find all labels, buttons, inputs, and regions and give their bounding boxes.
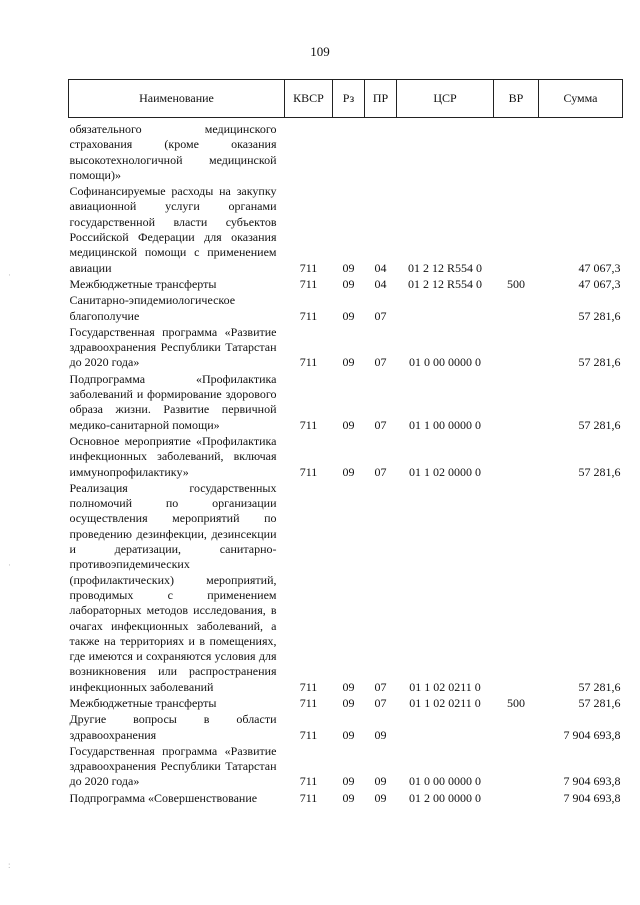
row-rz: 09 [342, 774, 355, 789]
row-csr: 01 1 00 0000 0 [409, 417, 481, 432]
table-row [69, 695, 623, 711]
scan-edge-mark: · [8, 270, 11, 280]
row-vr [494, 433, 539, 480]
row-rz: 09 [342, 355, 355, 370]
row-pr: 04 [374, 260, 387, 275]
row-csr: 01 1 02 0000 0 [409, 464, 481, 479]
row-name: Другие вопросы в области здравоохранения [69, 712, 277, 742]
row-pr: 04 [374, 276, 387, 291]
row-kvsr [285, 118, 333, 184]
row-csr: 01 2 00 0000 0 [409, 790, 481, 805]
row-name: Межбюджетные трансферты [69, 276, 217, 291]
row-rz: 09 [342, 727, 355, 742]
row-name: Межбюджетные трансферты [69, 695, 217, 710]
row-kvsr: 711 [299, 790, 318, 805]
row-kvsr: 711 [299, 679, 318, 694]
row-pr: 07 [374, 355, 387, 370]
row-pr [365, 118, 397, 184]
table-row [69, 790, 623, 806]
header-pr: ПР [365, 80, 397, 118]
row-rz: 09 [342, 679, 355, 694]
table-header-row [69, 80, 623, 118]
row-csr [397, 292, 494, 324]
row-rz: 09 [342, 276, 355, 291]
row-name: Государственная программа «Развитие здравоохранения Республики Татарстан до 2020 года» [69, 743, 277, 789]
row-csr: 01 2 12 R554 0 [407, 260, 482, 275]
budget-table [68, 79, 623, 806]
row-csr: 01 1 02 0211 0 [409, 679, 481, 694]
header-sum: Сумма [539, 80, 623, 118]
header-kvsr: КВСР [285, 80, 333, 118]
row-csr: 01 1 02 0211 0 [409, 695, 481, 710]
row-csr [397, 711, 494, 743]
row-sum: 7 904 693,8 [563, 727, 621, 742]
row-rz: 09 [342, 417, 355, 432]
row-rz: 09 [342, 790, 355, 805]
row-name: Реализация государственных полномочий по организации осуществления мероприятий по проведению дезинфекции, дезинсекции и дератизации, санитарно-противоэпидемических (профилактических) мероприятий, проводимых с применением лабораторных методов исследования, в очагах инфекционных заболеваний, а также на территориях и в помещениях, где имеются и сохраняются условия для возникновения или распространения инфекционных заболеваний [69, 480, 277, 694]
row-sum: 47 067,3 [578, 260, 621, 275]
row-vr [494, 743, 539, 790]
table-row [69, 711, 623, 743]
row-name: Основное мероприятие «Профилактика инфекционных заболеваний, включая иммунопрофилактику» [69, 433, 277, 479]
row-kvsr: 711 [299, 308, 318, 323]
row-rz: 09 [342, 695, 355, 710]
row-rz [333, 118, 365, 184]
row-rz: 09 [342, 260, 355, 275]
row-name: Софинансируемые расходы на закупку авиационной услуги органами государственной власти субъектов Российской Федерации для оказания медицинской помощи с применением авиации [69, 184, 277, 275]
scan-edge-mark: · [8, 560, 11, 570]
row-sum: 57 281,6 [578, 679, 621, 694]
table-row [69, 371, 623, 433]
row-pr: 09 [374, 790, 387, 805]
row-pr: 07 [374, 695, 387, 710]
row-vr: 500 [507, 695, 525, 710]
row-pr: 07 [374, 417, 387, 432]
row-kvsr: 711 [299, 774, 318, 789]
row-vr [494, 480, 539, 695]
row-vr [494, 183, 539, 276]
row-sum: 47 067,3 [578, 276, 621, 291]
row-csr [397, 118, 494, 184]
row-vr [494, 118, 539, 184]
row-kvsr: 711 [299, 276, 318, 291]
row-name: Санитарно-эпидемиологическое благополучие [69, 293, 236, 323]
row-pr: 07 [374, 308, 387, 323]
row-vr: 500 [507, 276, 525, 291]
table-row [69, 276, 623, 292]
row-csr: 01 2 12 R554 0 [407, 276, 482, 291]
row-vr [494, 711, 539, 743]
page-number: 109 [310, 44, 330, 59]
row-vr [494, 790, 539, 806]
row-pr: 07 [374, 464, 387, 479]
header-rz: Рз [333, 80, 365, 118]
row-kvsr: 711 [299, 417, 318, 432]
table-row [69, 292, 623, 324]
row-vr [494, 292, 539, 324]
table-row [69, 743, 623, 790]
row-csr: 01 0 00 0000 0 [409, 774, 481, 789]
row-kvsr: 711 [299, 260, 318, 275]
row-sum: 57 281,6 [578, 308, 621, 323]
row-sum: 7 904 693,8 [563, 774, 621, 789]
row-pr: 09 [374, 727, 387, 742]
table-row [69, 433, 623, 480]
header-csr: ЦСР [397, 80, 494, 118]
row-pr: 07 [374, 679, 387, 694]
row-kvsr: 711 [299, 464, 318, 479]
table-row [69, 480, 623, 695]
header-name: Наименование [69, 80, 285, 118]
row-kvsr: 711 [299, 727, 318, 742]
row-vr [494, 324, 539, 371]
row-vr [494, 371, 539, 433]
row-pr: 09 [374, 774, 387, 789]
row-rz: 09 [342, 464, 355, 479]
row-kvsr: 711 [299, 355, 318, 370]
row-csr: 01 0 00 0000 0 [409, 355, 481, 370]
row-sum: 57 281,6 [578, 417, 621, 432]
table-row [69, 324, 623, 371]
row-kvsr: 711 [299, 695, 318, 710]
row-sum: 57 281,6 [578, 464, 621, 479]
row-sum: 57 281,6 [578, 695, 621, 710]
row-rz: 09 [342, 308, 355, 323]
table-row [69, 183, 623, 276]
row-name: Подпрограмма «Профилактика заболеваний и формирование здорового образа жизни. Развитие первичной медико-санитарной помощи» [69, 371, 277, 432]
table-row [69, 118, 623, 184]
scan-edge-mark: : [8, 860, 11, 870]
row-sum: 7 904 693,8 [563, 790, 621, 805]
row-name: обязательного медицинского страхования (кроме оказания высокотехнологичной медицинской помощи)» [69, 122, 277, 182]
row-name: Государственная программа «Развитие здравоохранения Республики Татарстан до 2020 года» [69, 324, 277, 370]
row-name: Подпрограмма «Совершенствование [69, 790, 258, 805]
header-vr: ВР [494, 80, 539, 118]
row-sum [539, 118, 623, 184]
row-sum: 57 281,6 [578, 355, 621, 370]
